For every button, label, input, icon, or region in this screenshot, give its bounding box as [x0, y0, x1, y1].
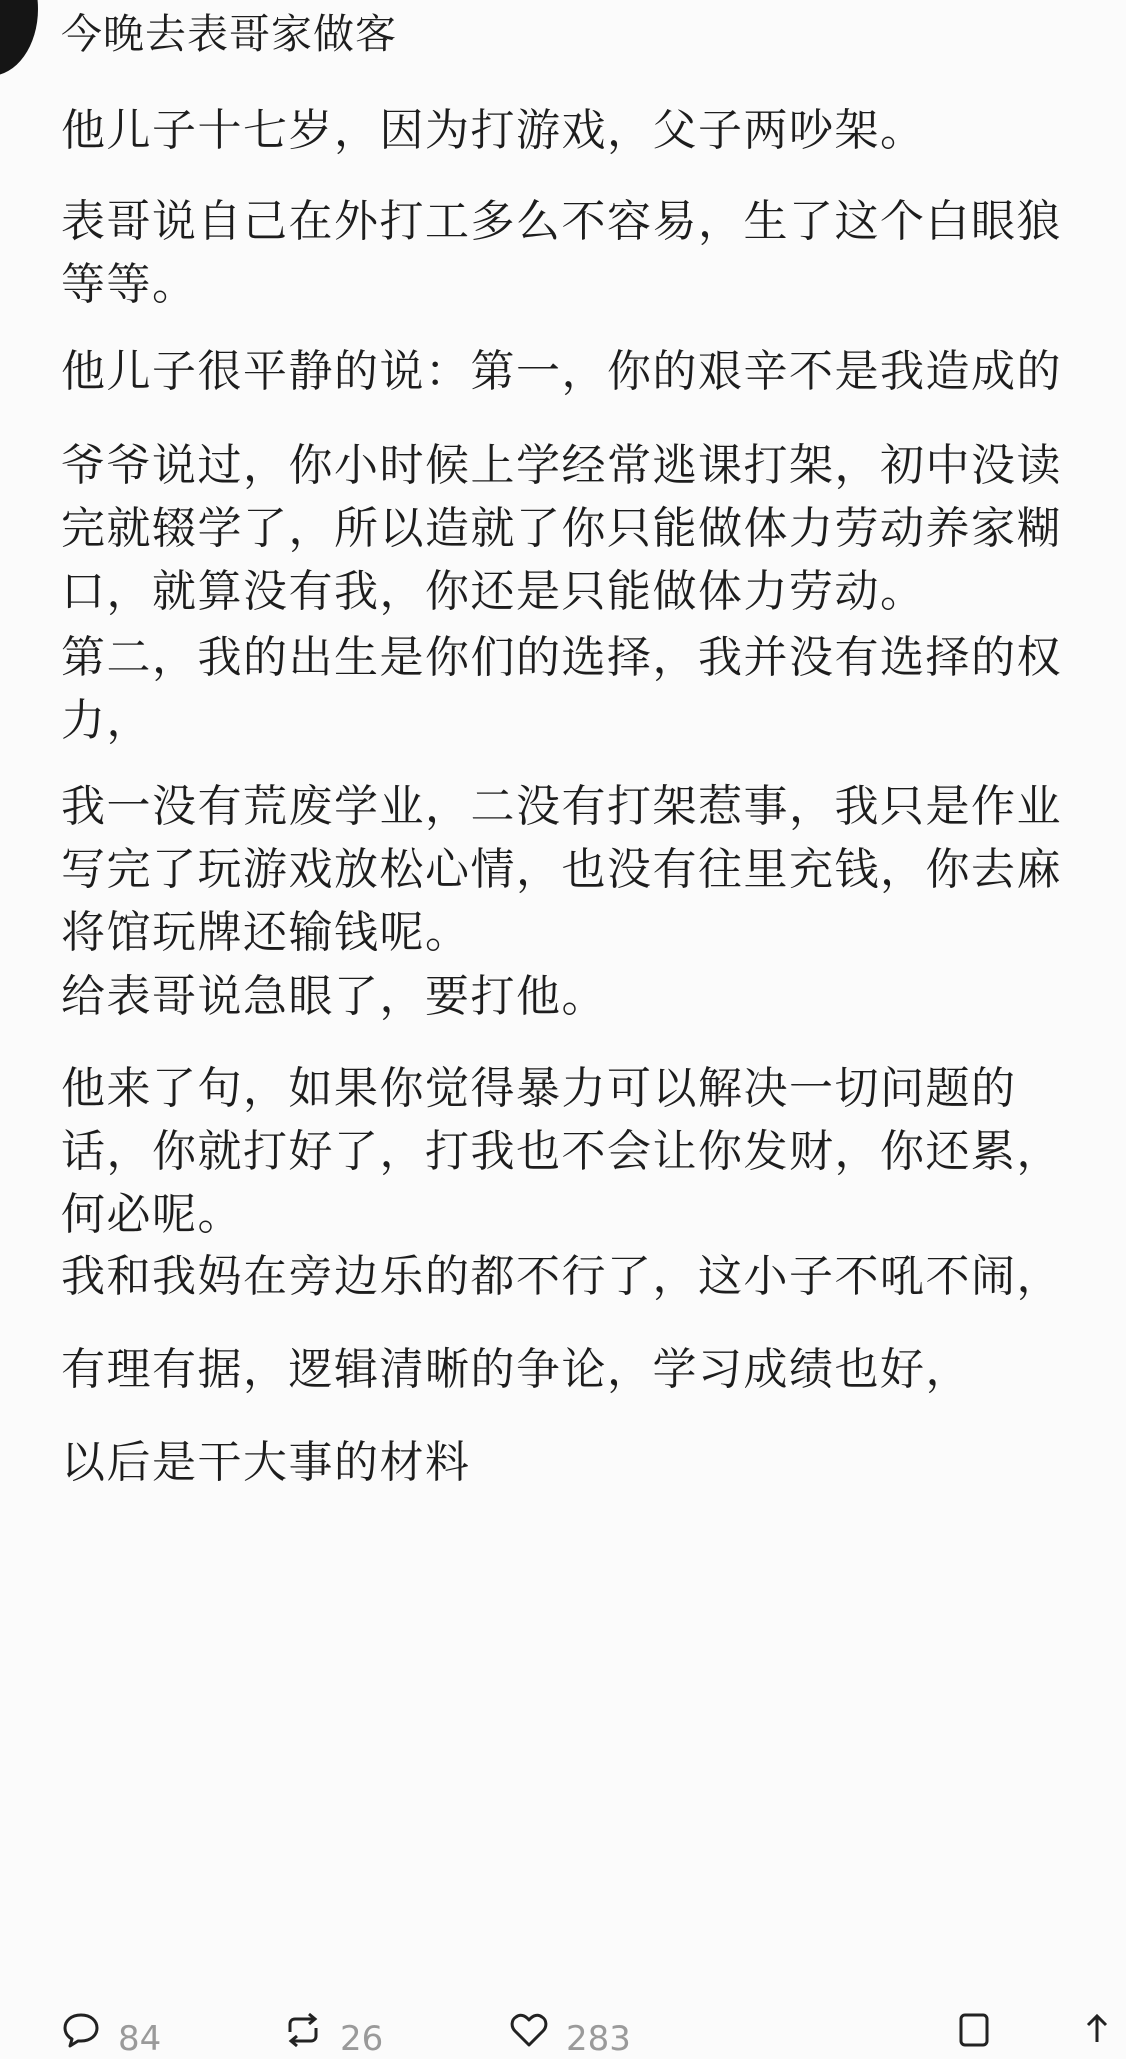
share-button[interactable] — [1078, 2012, 1116, 2048]
comment-button[interactable] — [62, 2012, 162, 2059]
text-line: 给表哥说急眼了，要打他。 — [61, 971, 607, 1022]
comment-bubble-icon — [62, 2012, 100, 2048]
paragraph — [61, 99, 926, 162]
paragraph — [61, 1431, 471, 1494]
bookmark-button[interactable] — [955, 2012, 993, 2048]
text-line: 表哥说自己在外打工多么不容易，生了这个白眼狼 — [61, 196, 1062, 247]
text-line: 他来了句，如果你觉得暴力可以解决一切问题的 — [61, 1063, 1017, 1114]
repost-count: 26 — [340, 2019, 384, 2059]
paragraph — [61, 626, 1062, 752]
text-line: 口，就算没有我，你还是只能做体力劳动。 — [61, 566, 926, 617]
like-button[interactable] — [510, 2012, 631, 2059]
text-line: 力， — [61, 695, 152, 746]
text-line: 他儿子很平静的说：第一，你的艰辛不是我造成的 — [61, 346, 1062, 397]
paragraph — [61, 1338, 971, 1401]
paragraph — [61, 775, 1062, 964]
text-line: 他儿子十七岁，因为打游戏，父子两吵架。 — [61, 105, 926, 156]
text-line: 将馆玩牌还输钱呢。 — [61, 907, 471, 958]
paragraph — [61, 434, 1062, 623]
text-line: 我和我妈在旁边乐的都不行了，这小子不吼不闹， — [61, 1251, 1062, 1302]
avatar[interactable] — [0, 0, 38, 76]
share-icon — [1078, 2012, 1116, 2048]
post-title: 今晚去表哥家做客 — [61, 10, 397, 58]
paragraph — [61, 1245, 1062, 1308]
text-line: 完就辍学了，所以造就了你只能做体力劳动养家糊 — [61, 503, 1062, 554]
text-line: 何必呢。 — [61, 1189, 243, 1240]
repost-arrows-icon — [284, 2012, 322, 2048]
text-line: 话，你就打好了，打我也不会让你发财，你还累， — [61, 1126, 1062, 1177]
heart-icon — [510, 2012, 548, 2048]
paragraph — [61, 340, 1062, 403]
paragraph — [61, 190, 1062, 316]
text-line: 我一没有荒废学业，二没有打架惹事，我只是作业 — [61, 781, 1062, 832]
text-line: 第二，我的出生是你们的选择，我并没有选择的权 — [61, 632, 1062, 683]
repost-button[interactable] — [284, 2012, 384, 2059]
bookmark-icon — [955, 2012, 993, 2048]
text-line: 爷爷说过，你小时候上学经常逃课打架，初中没读 — [61, 440, 1062, 491]
text-line: 等等。 — [61, 259, 198, 310]
text-line: 有理有据，逻辑清晰的争论，学习成绩也好， — [61, 1344, 971, 1395]
text-line: 写完了玩游戏放松心情，也没有往里充钱，你去麻 — [61, 844, 1062, 895]
paragraph — [61, 965, 607, 1028]
like-count: 283 — [566, 2019, 631, 2059]
comment-count: 84 — [118, 2019, 162, 2059]
paragraph — [61, 1057, 1062, 1246]
text-line: 以后是干大事的材料 — [61, 1437, 471, 1488]
